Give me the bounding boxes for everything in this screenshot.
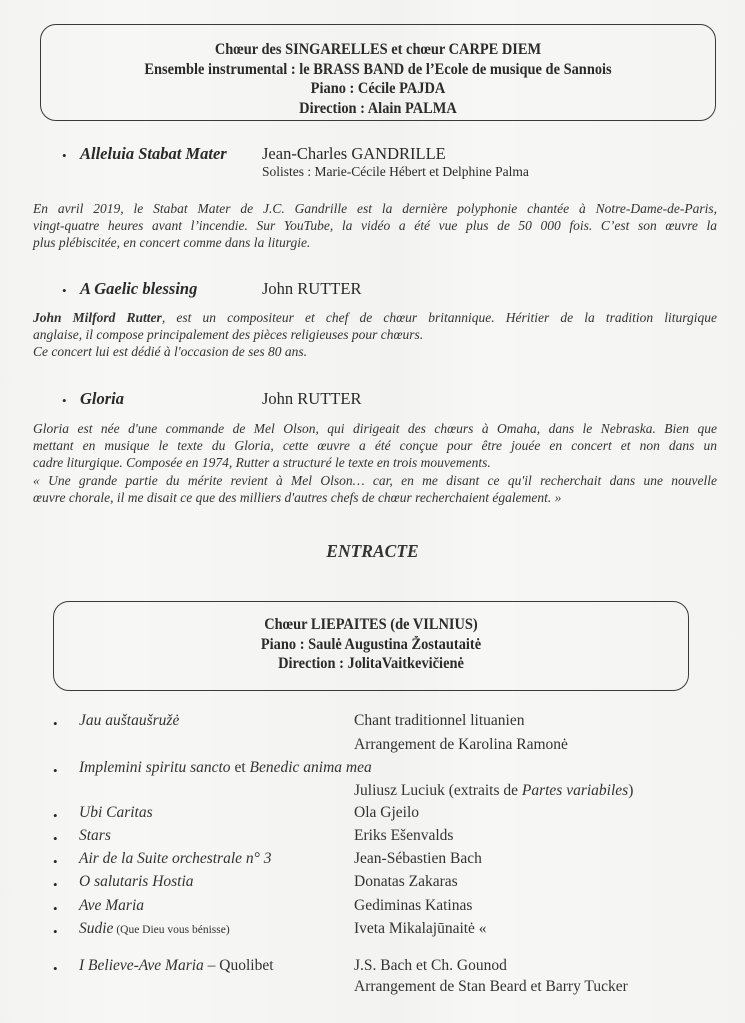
description-line: œuvre chorale, il me disait ce que des milliers d'autres chefs de chœur recherchaient également. » [33, 489, 562, 505]
choirs-line: Chœur des SINGARELLES et chœur CARPE DIEM [214, 41, 542, 58]
program-composer: J.S. Bach et Ch. Gounod [354, 957, 507, 974]
program-title [79, 759, 372, 777]
piece-composer: John RUTTER [262, 389, 362, 408]
direction-line: Direction : JolitaVaitkevičienė [278, 655, 464, 672]
program-arrangement: Arrangement de Karolina Ramonė [354, 736, 568, 753]
program-composer: Eriks Ešenvalds [354, 827, 454, 844]
description-line: Gloria est née d'une commande de Mel Olson, qui dirigeait des chœurs à Omaha, dans le Nebraska. Bien que [33, 421, 717, 436]
piano-line: Piano : Saulė Augustina Žostautaitė [260, 635, 482, 653]
program-title: Ave Maria [79, 897, 144, 914]
title-part: Benedic anima mea [249, 759, 372, 776]
bullet-icon: • [53, 808, 58, 823]
title-part: I Believe-Ave Maria [79, 957, 204, 974]
bullet-icon: • [62, 283, 67, 298]
piece-title: Gloria [80, 389, 125, 408]
description-line: , est un compositeur et chef de chœur britannique. Héritier de la tradition liturgique [161, 310, 718, 325]
piece-composer: Jean-Charles GANDRILLE [262, 144, 446, 163]
bullet-icon: • [53, 924, 58, 939]
program-title [79, 957, 274, 975]
bullet-icon: • [62, 148, 67, 163]
composer-work: Partes variabiles [521, 782, 629, 799]
description-lead: John Milford Rutter [33, 310, 162, 325]
description-line: En avril 2019, le Stabat Mater de J.C. Gandrille est la dernière polyphonie chantée à Notre-Dame-de-Paris, [33, 201, 717, 216]
composer-text: Juliusz Luciuk (extraits de [354, 782, 522, 799]
program-title [79, 920, 230, 938]
bullet-icon: • [53, 716, 58, 731]
direction-line: Direction : Alain PALMA [299, 99, 457, 117]
program-composer: Jean-Sébastien Bach [354, 850, 482, 867]
bullet-icon: • [53, 961, 58, 976]
title-part: Sudie [79, 920, 114, 937]
piece-title: A Gaelic blessing [80, 279, 198, 298]
bullet-icon: • [53, 877, 58, 892]
program-composer: Iveta Mikalajūnaitė « [354, 920, 487, 937]
program-composer [354, 782, 633, 800]
description-line: mettant en musique le texte du Gloria, cette œuvre a été conçue pour être jouée en concert et non dans un [33, 438, 717, 454]
intermission-heading: ENTRACTE [326, 541, 419, 561]
program-composer: Ola Gjeilo [354, 804, 419, 821]
description-line: « Une grande partie du mérite revient à Mel Olson… car, en me disant ce qu'il recherchait dans une nouvelle [33, 472, 717, 488]
title-suffix: – Quolibet [203, 957, 274, 974]
title-joiner: et [230, 759, 250, 776]
program-title: Jau auštaušružė [79, 712, 180, 729]
description-line: vingt-quatre heures avant l’incendie. Sur YouTube, la vidéo a été vue plus de 50 000 fois. C’est son œuvre la [33, 218, 717, 234]
part2-header-box [53, 601, 689, 691]
program-title: Air de la Suite orchestrale n° 3 [79, 850, 272, 867]
bullet-icon: • [53, 854, 58, 869]
bullet-icon: • [53, 901, 58, 916]
piece-soloists: Solistes : Marie-Cécile Hébert et Delphine Palma [262, 164, 529, 179]
bullet-icon: • [62, 393, 67, 408]
composer-text: ) [628, 782, 634, 799]
program-composer: Gediminas Katinas [354, 897, 473, 914]
bullet-icon: • [53, 763, 58, 778]
piece-description [33, 200, 717, 252]
program-composer: Chant traditionnel lituanien [354, 712, 525, 729]
title-subtitle: (Que Dieu vous bénisse) [113, 924, 230, 936]
piano-line: Piano : Cécile PAJDA [310, 80, 446, 97]
program-title: Stars [79, 827, 111, 844]
ensemble-line: Ensemble instrumental : le BRASS BAND de l’Ecole de musique de Sannois [144, 60, 612, 78]
title-part: Implemini spiritu sancto [79, 759, 231, 776]
program-title: O salutaris Hostia [79, 873, 194, 890]
description-line: anglaise, il compose principalement des pièces religieuses pour chœurs. [33, 327, 424, 343]
program-title: Ubi Caritas [79, 804, 153, 821]
description-line: cadre liturgique. Composée en 1974, Rutter a structuré le texte en trois mouvements. [33, 455, 491, 471]
program-composer: Donatas Zakaras [354, 873, 458, 890]
program-arrangement: Arrangement de Stan Beard et Barry Tucker [354, 978, 628, 995]
description-line: Ce concert lui est dédié à l'occasion de ses 80 ans. [33, 344, 307, 360]
choir-line: Chœur LIEPAITES (de VILNIUS) [264, 616, 478, 633]
part1-header-box [40, 24, 716, 121]
piece-description [33, 420, 717, 506]
description-line: plus plébiscitée, en concert comme dans la liturgie. [33, 235, 311, 251]
piece-composer: John RUTTER [262, 279, 362, 298]
piece-description [33, 309, 717, 361]
bullet-icon: • [53, 831, 58, 846]
piece-title: Alleluia Stabat Mater [80, 144, 227, 163]
